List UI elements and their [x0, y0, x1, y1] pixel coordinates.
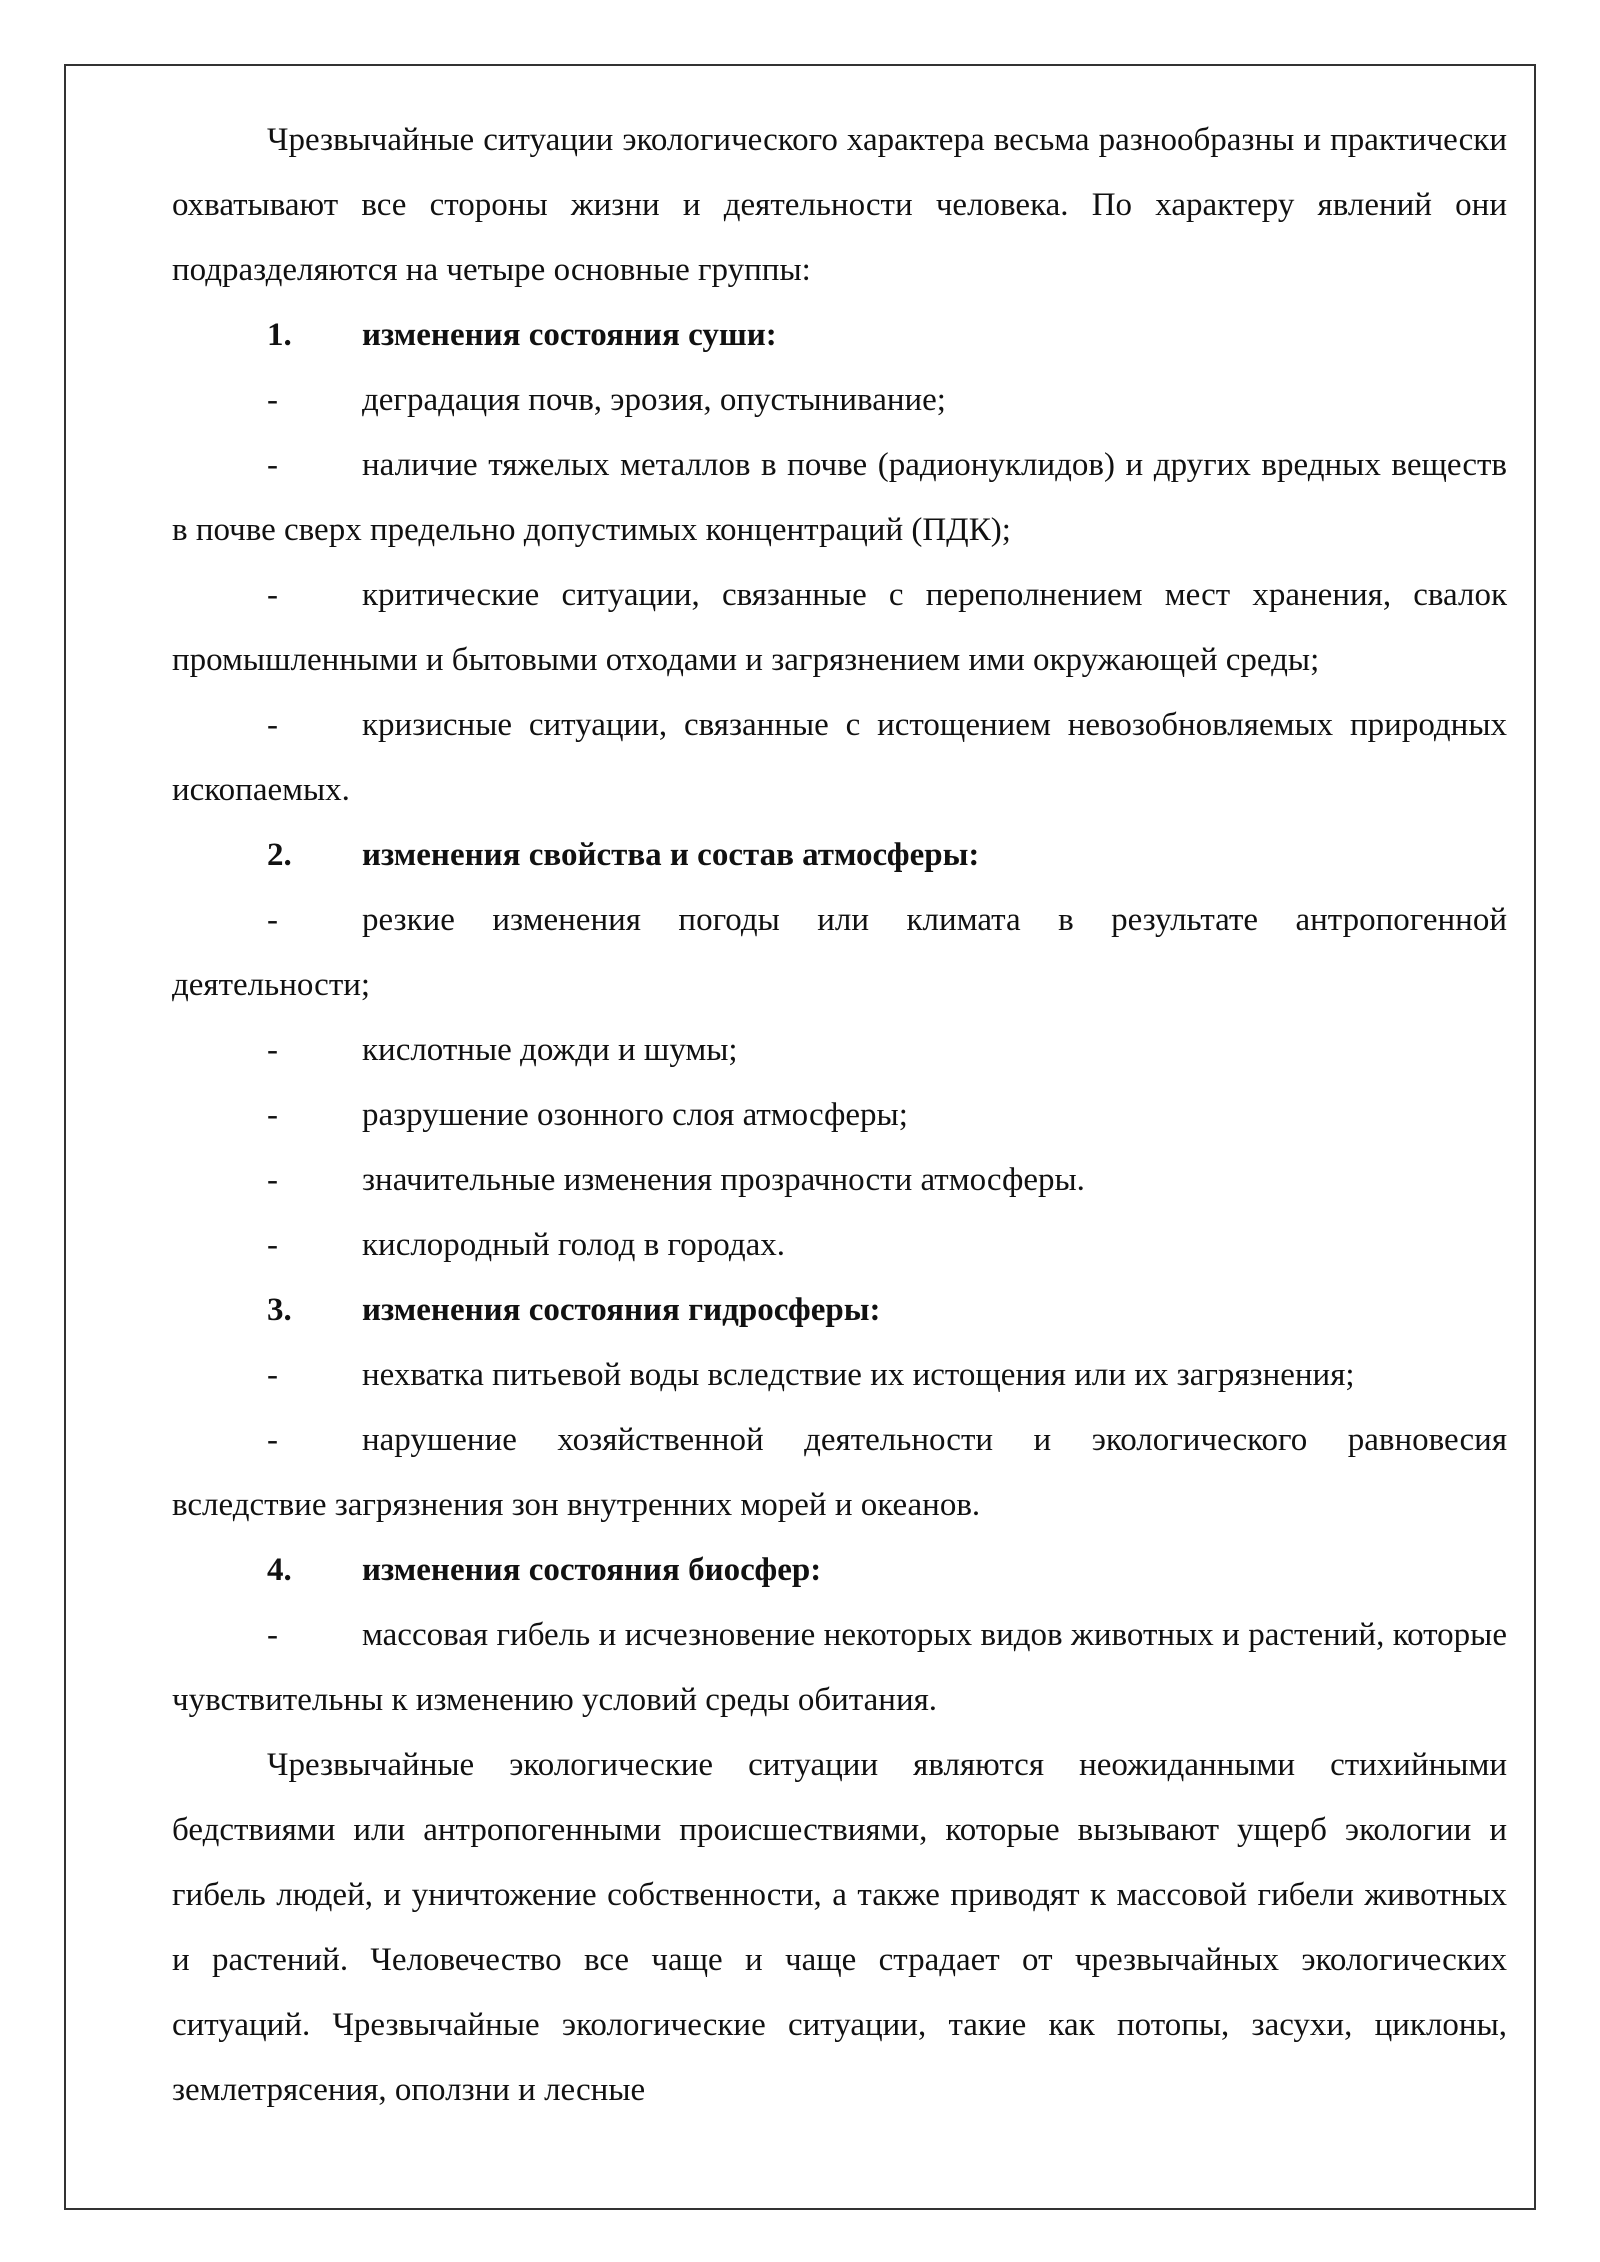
list-item-text: кислородный голод в городах.	[362, 1227, 786, 1263]
list-item-text: нарушение хозяйственной деятельности и экологического равновесия вследствие загрязнения зон внутренних морей и океанов.	[172, 1422, 1507, 1523]
dash-marker: -	[267, 1617, 278, 1653]
dash-marker: -	[267, 1097, 278, 1133]
dash-marker: -	[267, 1422, 278, 1458]
group-title: изменения состояния суши:	[362, 317, 777, 353]
list-item	[172, 1083, 1507, 1148]
dash-marker: -	[267, 1357, 278, 1393]
group-heading	[172, 823, 1507, 888]
list-item	[172, 563, 1507, 693]
closing-paragraph: Чрезвычайные экологические ситуации являются неожиданными стихийными бедствиями или антропогенными происшествиями, которые вызывают ущерб экологии и гибель людей, и уничтожение собственности, а также приводят к массовой гибели животных и растений. Человечество все чаще и чаще страдает от чрезвычайных экологических ситуаций. Чрезвычайные экологические ситуации, такие как потопы, засухи, циклоны, землетрясения, оползни и лесные	[172, 1747, 1507, 2108]
document-body	[172, 108, 1507, 2123]
group-heading	[172, 303, 1507, 368]
group-number: 2.	[267, 837, 292, 873]
list-item-text: критические ситуации, связанные с переполнением мест хранения, свалок промышленными и бытовыми отходами и загрязнением ими окружающей среды;	[172, 577, 1507, 678]
group-number: 4.	[267, 1552, 292, 1588]
group-heading	[172, 1538, 1507, 1603]
list-item-text: нехватка питьевой воды вследствие их истощения или их загрязнения;	[362, 1357, 1355, 1393]
group-title: изменения состояния биосфер:	[362, 1552, 822, 1588]
list-item	[172, 433, 1507, 563]
list-item-text: кислотные дожди и шумы;	[362, 1032, 738, 1068]
dash-marker: -	[267, 707, 278, 743]
list-item	[172, 1018, 1507, 1083]
intro-paragraph: Чрезвычайные ситуации экологического характера весьма разнообразны и практически охватывают все стороны жизни и деятельности человека. По характеру явлений они подразделяются на четыре основные группы:	[172, 122, 1507, 288]
dash-marker: -	[267, 382, 278, 418]
list-item	[172, 888, 1507, 1018]
list-item-text: резкие изменения погоды или климата в результате антропогенной деятельности;	[172, 902, 1507, 1003]
list-item-text: кризисные ситуации, связанные с истощением невозобновляемых природных ископаемых.	[172, 707, 1507, 808]
list-item-text: деградация почв, эрозия, опустынивание;	[362, 382, 946, 418]
group-number: 3.	[267, 1292, 292, 1328]
list-item	[172, 1213, 1507, 1278]
dash-marker: -	[267, 1032, 278, 1068]
list-item	[172, 1148, 1507, 1213]
list-item-text: наличие тяжелых металлов в почве (радионуклидов) и других вредных веществ в почве сверх предельно допустимых концентраций (ПДК);	[172, 447, 1507, 548]
group-title: изменения свойства и состав атмосферы:	[362, 837, 980, 873]
list-item	[172, 368, 1507, 433]
dash-marker: -	[267, 1227, 278, 1263]
dash-marker: -	[267, 577, 278, 613]
group-heading	[172, 1278, 1507, 1343]
dash-marker: -	[267, 902, 278, 938]
list-item-text: массовая гибель и исчезновение некоторых видов животных и растений, которые чувствительны к изменению условий среды обитания.	[172, 1617, 1507, 1718]
list-item	[172, 1343, 1507, 1408]
list-item	[172, 1408, 1507, 1538]
list-item	[172, 693, 1507, 823]
dash-marker: -	[267, 1162, 278, 1198]
list-item	[172, 1603, 1507, 1733]
dash-marker: -	[267, 447, 278, 483]
list-item-text: разрушение озонного слоя атмосферы;	[362, 1097, 908, 1133]
list-item-text: значительные изменения прозрачности атмосферы.	[362, 1162, 1085, 1198]
group-title: изменения состояния гидросферы:	[362, 1292, 881, 1328]
group-number: 1.	[267, 317, 292, 353]
